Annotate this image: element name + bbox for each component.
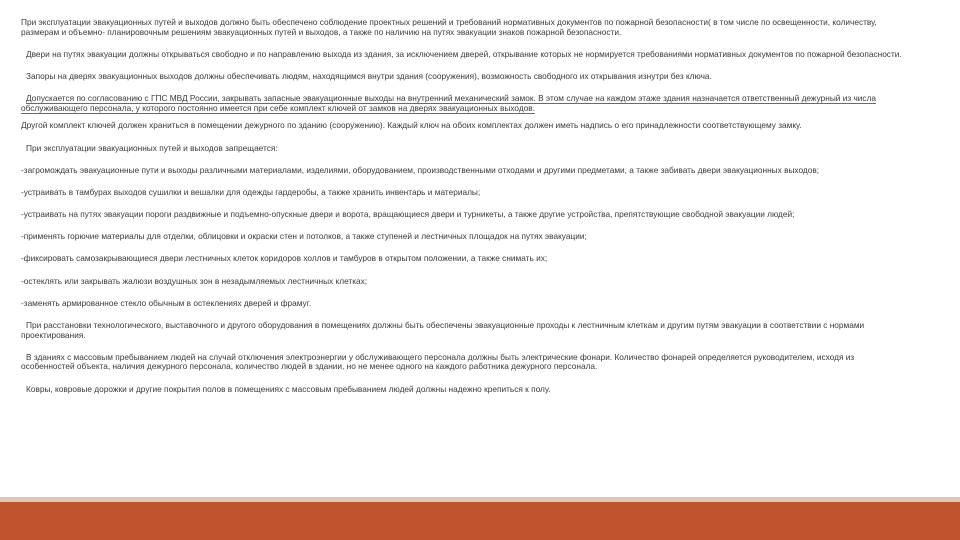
list-item-combustible-materials: -применять горючие материалы для отделки, облицовки и окраски стен и потолков, а также ступеней и лестничных площадок на путях эвакуации;: [21, 231, 587, 242]
slide-body: [21, 18, 909, 407]
paragraph-spare-exits-text: Допускается по согласованию с ГПС МВД России, закрывать запасные эвакуационные выходы на внутренний механический замок. В этом случае на каждом этаже здания назначается ответственный дежурный из числа обслуживающего персонала, у которого постоянно имеется при себе комплект ключей от замков на дверях эвакуационных выходов.: [21, 93, 877, 113]
list-item-reinforced-glass: -заменять армированное стекло обычным в остеклениях дверей и фрамуг.: [21, 297, 312, 308]
list-item-self-closing-doors: -фиксировать самозакрывающиеся двери лестничных клеток коридоров холлов и тамбуров в открытом положении, а также снимать их;: [21, 253, 548, 264]
paragraph-flashlights: В зданиях с массовым пребыванием людей на случай отключения электроэнергии у обслуживающего персонала должны быть электрические фонари. Количество фонарей определяется руководителем, исходя из особенностей объекта, наличия дежурного персонала, количество людей в здании, но не менее одного на каждого работника дежурного персонала.: [21, 351, 855, 372]
paragraph-second-key-set: Другой комплект ключей должен храниться в помещении дежурного по зданию (сооружению). Каждый ключ на обоих комплектах должен иметь надпись о его принадлежности соответствующему замку.: [21, 120, 802, 131]
paragraph-door-locks: Запоры на дверях эвакуационных выходов должны обеспечивать людям, находящимся внутри здания (сооружения), возможность свободного их открывания изнутри без ключа.: [26, 70, 712, 81]
paragraph-doors-open: Двери на путях эвакуации должны открываться свободно и по направлению выхода из здания, за исключением дверей, открывание которых не нормируется требованиями нормативных документов по пожарной безопасности.: [26, 48, 902, 59]
list-item-vestibule-dryers: -устраивать в тамбурах выходов сушилки и вешалки для одежды гардеробы, а также хранить инвентарь и материалы;: [21, 186, 481, 197]
paragraph-equipment-placement: При расстановки технологического, выставочного и другого оборудования в помещениях должны быть обеспечены эвакуационные проходы к лестничным клеткам и другим путям эвакуации в соответствии с нормами проектирования.: [21, 320, 865, 340]
list-item-glazing-air-zones: -остеклять или закрывать жалюзи воздушных зон в незадымляемых лестничных клетках;: [21, 275, 368, 286]
paragraph-prohibited-heading: При эксплуатации эвакуационных путей и выходов запрещается:: [26, 142, 278, 153]
list-item-thresholds: -устраивать на путях эвакуации пороги раздвижные и подъемно-опускные двери и ворота, вращающиеся двери и турникеты, а также другие устройства, препятствующие свободной эвакуации людей;: [21, 209, 795, 220]
paragraph-carpets: Ковры, ковровые дорожки и другие покрытия полов в помещениях с массовым пребыванием людей должны надежно крепиться к полу.: [26, 383, 551, 394]
paragraph-requirements: При эксплуатации эвакуационных путей и выходов должно быть обеспечено соблюдение проектных решений и требований нормативных документов по пожарной безопасности( в том числе по освещенности, количеству, размерам и объемно- планировочным решениям эвакуационных путей и выходов, а также по наличию на путях эвакуации знаков пожарной безопасности.: [21, 17, 877, 37]
list-item-clutter: -загромождать эвакуационные пути и выходы различными материалами, изделиями, оборудованием, производственными отходами и другими предметами, а также забивать двери эвакуационных выходов;: [21, 164, 820, 175]
paragraph-spare-exits: [21, 94, 909, 113]
footer-accent-band: [0, 502, 960, 540]
